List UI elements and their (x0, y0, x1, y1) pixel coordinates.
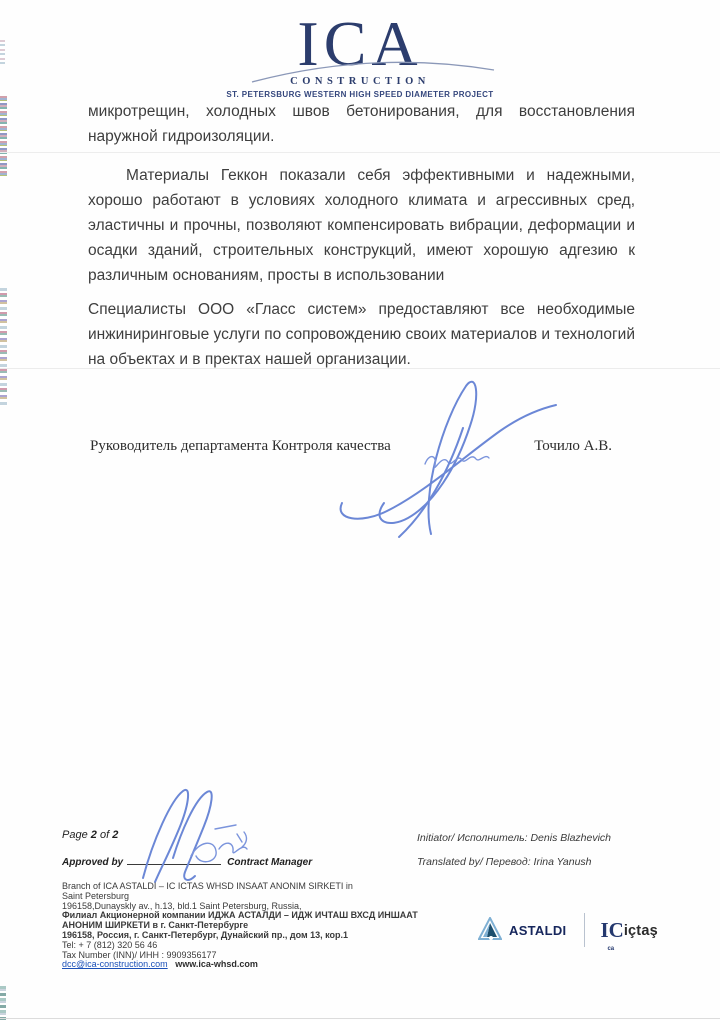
letterhead (0, 8, 720, 99)
address-line: 196158,Dunayskly av., h.13, bld.1 Saint Petersburg, Russia, (62, 900, 302, 911)
page-total: 2 (112, 829, 119, 841)
ictas-ic-subscript: ca (607, 946, 615, 952)
ica-logo-text: ICA (297, 8, 423, 79)
letter-body (88, 99, 635, 372)
paragraph-waterproofing: микротрещин, холодных швов бетонирования, для восстановления наружной гидроизоляции. (88, 103, 635, 145)
astaldi-triangle-icon (478, 917, 502, 943)
page-word: Page (62, 829, 88, 841)
page-number-line (62, 829, 118, 841)
ictas-ic-mark (600, 918, 624, 952)
astaldi-logo-text: ASTALDI (509, 922, 567, 938)
ica-logo-arc (248, 42, 498, 90)
ictas-logo (600, 918, 658, 952)
phone-line: Tel: + 7 (812) 320 56 46 (62, 939, 158, 950)
approver-role: Contract Manager (227, 857, 313, 868)
partner-logos (478, 908, 658, 952)
translator-line: Translated by/ Перевод: Irina Yanush (417, 856, 592, 868)
approved-by-label: Approved by (62, 857, 124, 868)
signer-position-title: Руководитель департамента Контроля качества (90, 438, 391, 454)
address-line: Branch of ICA ASTALDI – IC ICTAS WHSD INSAAT ANONIM SIRKETI in (62, 881, 353, 891)
logo-divider (584, 913, 585, 947)
ictas-ic-letters: IC (600, 918, 624, 942)
address-line: 196158, Россия, г. Санкт-Петербург, Дунайский пр., дом 13, кор.1 (62, 929, 349, 940)
ica-logo-project-line: ST. PETERSBURG WESTERN HIGH SPEED DIAMETER PROJECT (226, 90, 494, 99)
address-line: АНОНИМ ШИРКЕТИ в г. Санкт-Петербурге (62, 920, 249, 931)
handwritten-signature-main (333, 376, 561, 540)
astaldi-logo (478, 917, 566, 943)
contacts-line (62, 960, 418, 970)
ictas-logo-text: içtaş (623, 923, 658, 939)
paragraph-specialists: Специалисты ООО «Гласс систем» предоставляют все необходимые инжиниринговые услуги по сопровождению своих материалов и технологий на объектах и в пректах нашей организации. (88, 301, 635, 368)
initiator-line: Initiator/ Исполнитель: Denis Blazhevich (417, 832, 612, 844)
scan-noise-strip (0, 96, 7, 178)
page-of-word: of (99, 829, 110, 841)
tax-number-line: Tax Number (INN)/ ИНН : 9909356177 (62, 949, 217, 960)
scan-line-artifact (0, 1018, 720, 1019)
ica-logo-subtitle: CONSTRUCTION (290, 76, 430, 87)
footer-credits (417, 832, 611, 880)
company-address-block (62, 882, 418, 970)
scan-noise-strip (0, 986, 6, 1020)
address-line: Филиал Акционерной компании ИДЖА АСТАЛДИ – ИДЖ ИЧТАШ ВХСД ИНШААТ (62, 910, 418, 921)
handwritten-signature-approval (131, 786, 259, 884)
page-current: 2 (90, 829, 97, 841)
signer-name: Точило А.В. (534, 438, 612, 454)
paragraph-materials: Материалы Геккон показали себя эффективными и надежными, хорошо работают в условиях холодного климата и агрессивных сред, эластичны и прочны, позволяют компенсировать вибрации, деформации и осадки зданий, строительных конструкций, имеют хорошую адгезию к различным основаниям, просты в использовании (88, 167, 635, 284)
website-text: www.ica-whsd.com (175, 959, 258, 970)
email-link: dcc@ica-construction.com (62, 959, 168, 970)
address-line: Saint Petersburg (62, 890, 130, 901)
scan-noise-strip (0, 288, 7, 406)
